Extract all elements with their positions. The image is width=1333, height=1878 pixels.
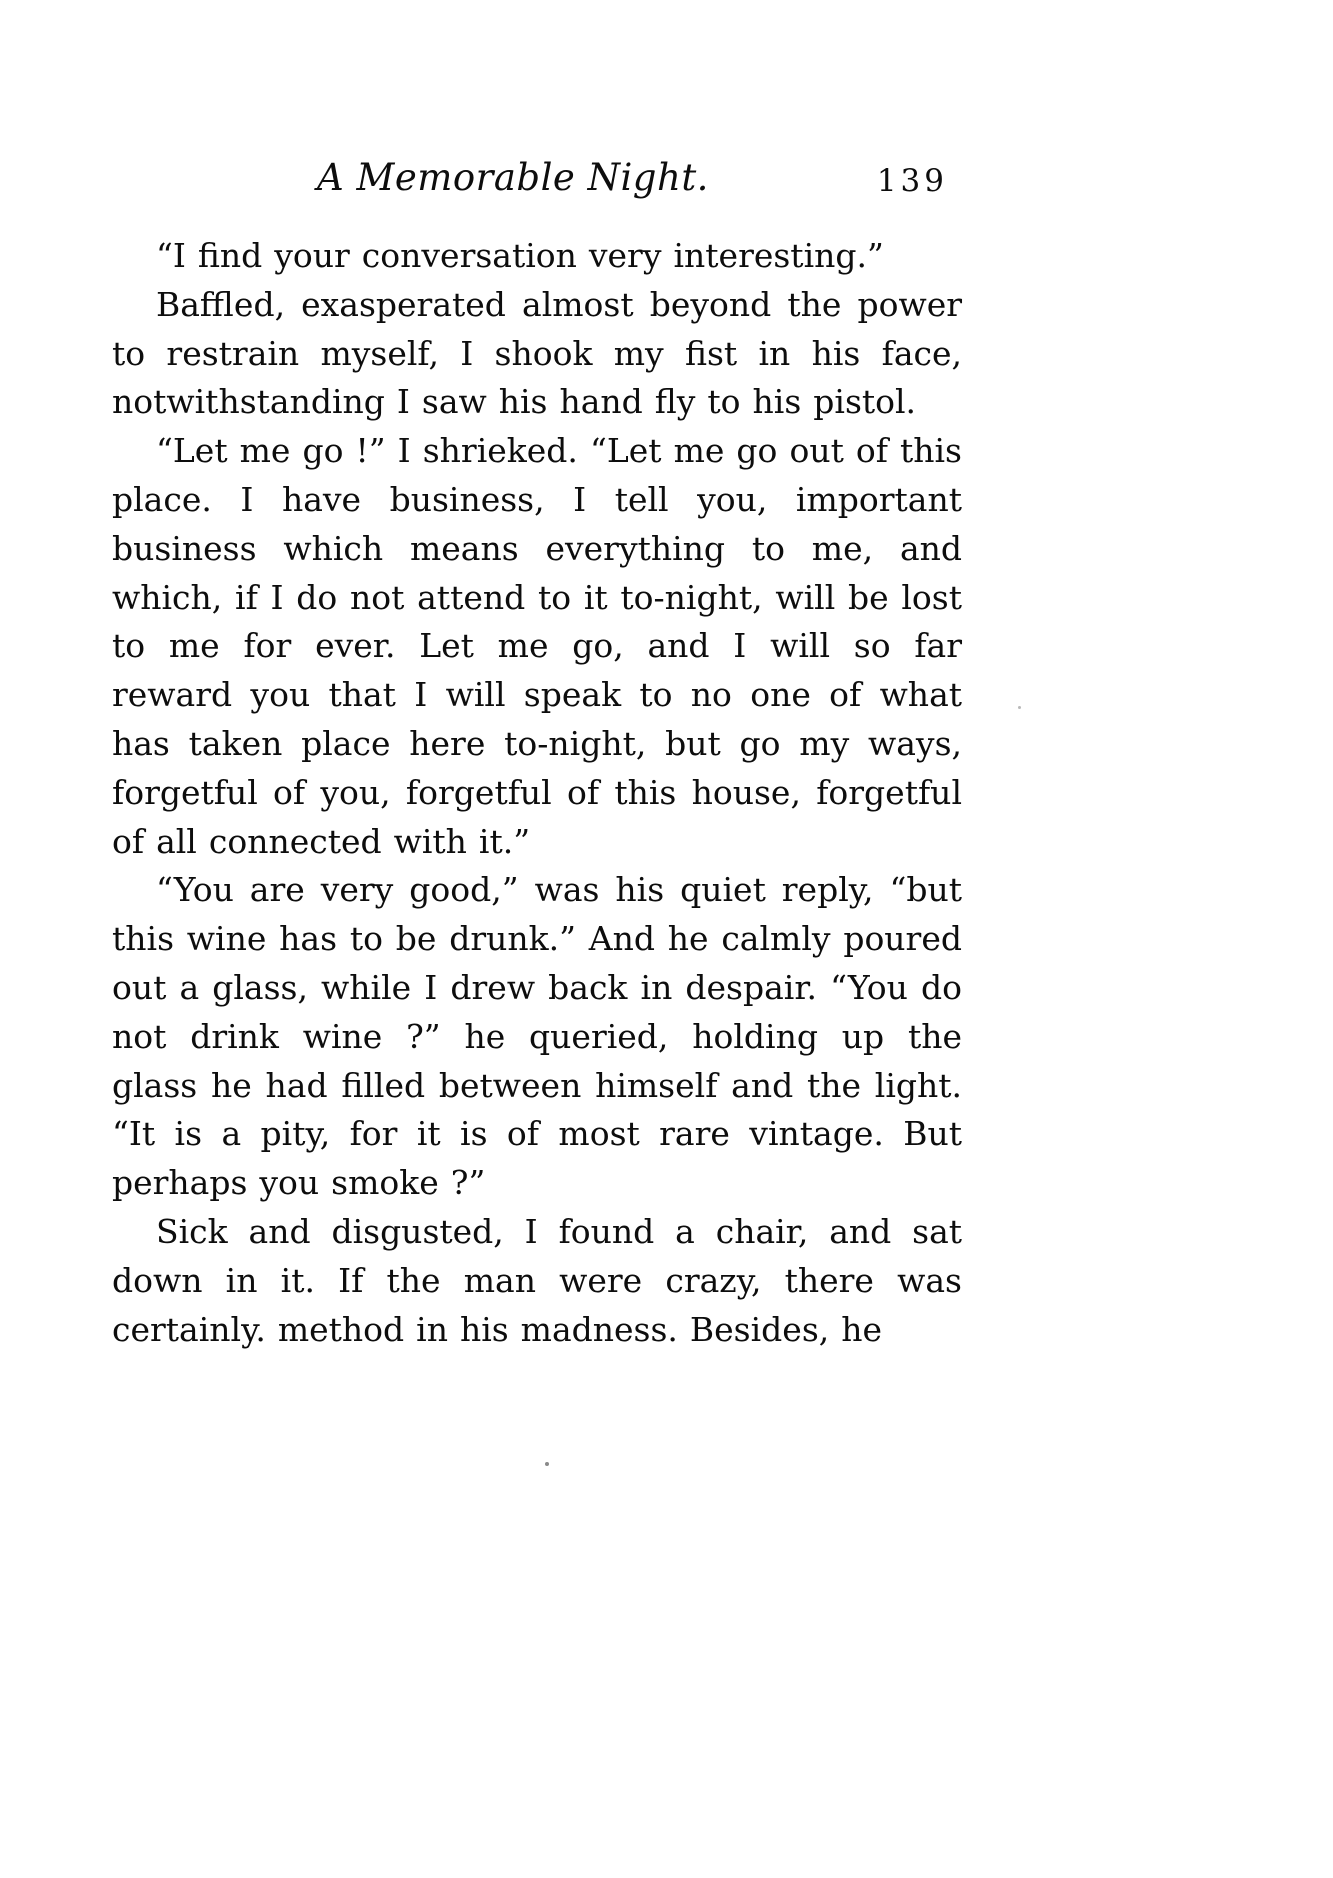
text-block [112, 150, 962, 1354]
page-header [112, 150, 962, 206]
paragraph: “I find your conversation very interesting.” [156, 236, 884, 275]
paragraph: Baffled, exasperated almost beyond the power to restrain myself, I shook my fist in his face, notwithstanding I saw his hand fly to his pistol. [112, 284, 962, 422]
paragraph: “Let me go !” I shrieked. “Let me go out of this place. I have business, I tell you, important business which means everything to me, and which, if I do not attend to it to-night, will be lost to me for ever. Let me go, and I will so far reward you that I will speak to no one of what has taken place here to-night, but go my ways, forgetful of you, forgetful of this house, forgetful of all connected with it.” [112, 431, 962, 861]
paragraph: “You are very good,” was his quiet reply, “but this wine has to be drunk.” And he calmly poured out a glass, while I drew back in despair. “You do not drink wine ?” he queried, holding up the glass he had filled between himself and the light. “It is a pity, for it is of most rare vintage. But perhaps you smoke ?” [112, 870, 962, 1203]
scan-speck [1018, 706, 1021, 709]
running-title: A Memorable Night. [317, 156, 709, 199]
page-number: 139 [876, 163, 948, 199]
paragraph: Sick and disgusted, I found a chair, and sat down in it. If the man were crazy, there was certainly. method in his madness. Besides, he [112, 1211, 962, 1349]
page-body [112, 232, 962, 1354]
scan-speck [545, 1462, 549, 1466]
